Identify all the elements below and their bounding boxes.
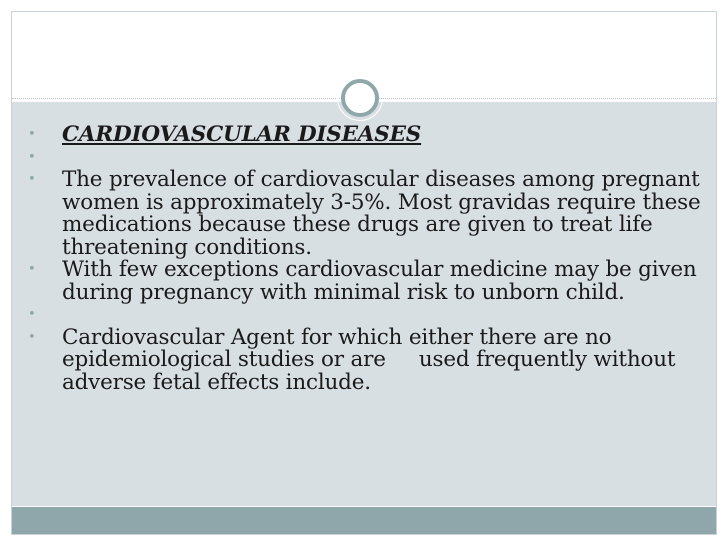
bullet-text: With few exceptions cardiovascular medicine may be given during pregnancy with minimal risk to unborn child.: [62, 257, 697, 305]
bullet-item-prevalence: [28, 169, 708, 259]
bullet-dot-icon: •: [28, 127, 36, 142]
bullet-text: The prevalence of cardiovascular diseases among pregnant women is approximately 3-5%. Most gravidas require these medications because these drugs are given to treat life threatening conditions.: [62, 167, 701, 260]
ring-ornament-icon: [341, 79, 379, 117]
slide-heading: CARDIOVASCULAR DISEASES: [62, 122, 422, 147]
bullet-dot-icon: •: [28, 262, 36, 277]
bullet-dot-icon: •: [28, 307, 36, 322]
bullet-dot-icon: •: [28, 149, 36, 165]
bullet-item-empty: [28, 304, 708, 327]
bullet-item-empty: [28, 147, 708, 170]
bullet-dot-icon: •: [28, 329, 36, 345]
bullet-list: [28, 124, 708, 394]
bullet-dot-icon: •: [28, 172, 36, 187]
bullet-item-exceptions: [28, 259, 708, 304]
bullet-text: Cardiovascular Agent for which either there are no epidemiological studies or are used frequently without adverse fetal effects include.: [62, 324, 676, 395]
bullet-item-agents: [28, 324, 708, 395]
bullet-item-heading: [28, 124, 708, 147]
slide-footer-band: [12, 507, 716, 534]
